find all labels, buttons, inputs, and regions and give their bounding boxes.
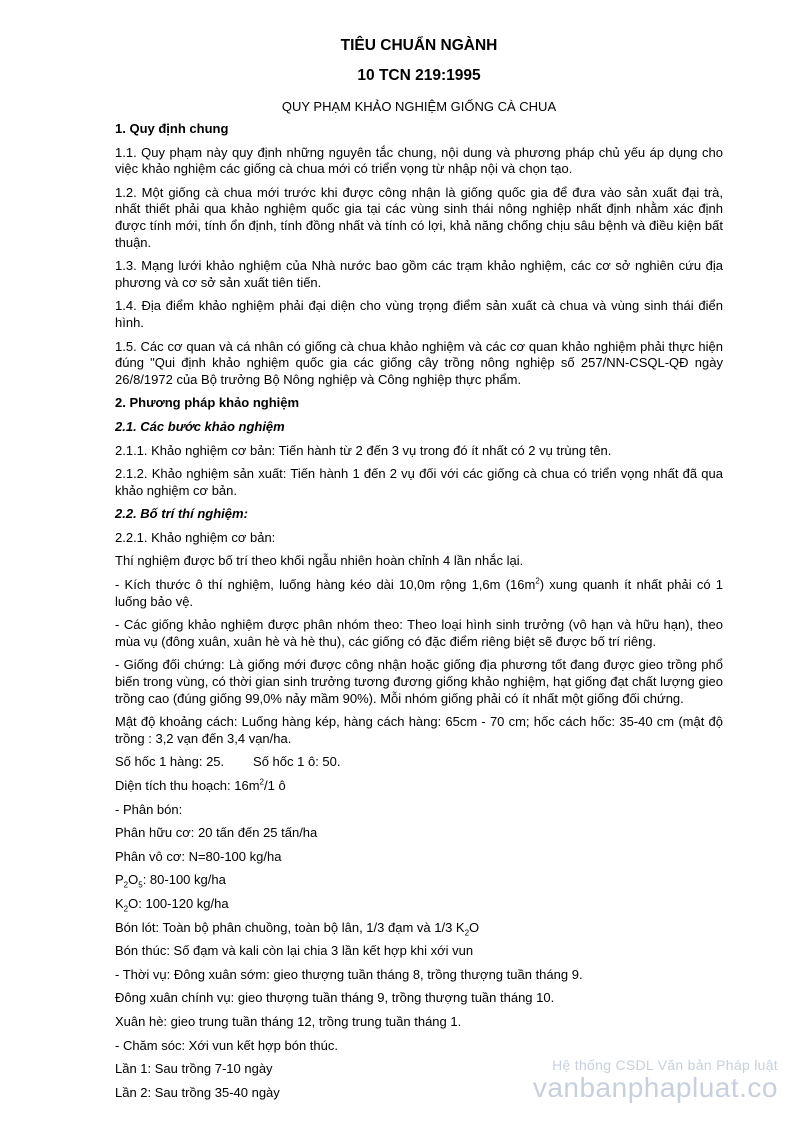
paragraph: 2.1.1. Khảo nghiệm cơ bản: Tiến hành từ 2 đến 3 vụ trong đó ít nhất có 2 vụ trùng tên. (115, 442, 612, 458)
document-subtitle: QUY PHẠM KHẢO NGHIỆM GIỐNG CÀ CHUA (281, 99, 557, 114)
paragraph: Bón thúc: Số đạm và kali còn lại chia 3 lần kết hợp khi xới vun (115, 943, 474, 959)
paragraph: - Chăm sóc: Xới vun kết hợp bón thúc. (115, 1037, 338, 1053)
paragraph: - Kích thước ô thí nghiệm, luống hàng kéo dài 10,0m rộng 1,6m $(16m^2)$ xung quanh ít nhất phải có 1 luống bảo vệ. (115, 576, 723, 609)
document-body (115, 121, 723, 1101)
paragraph: 1.1. Quy phạm này quy định những nguyên tắc chung, nội dung và phương pháp chủ yếu áp dụng cho việc khảo nghiệm các giống cà chua mới có triển vọng từ nhập nội và chọn tạo. (115, 144, 723, 177)
watermark-line-2: vanbanphapluat.co (532, 1072, 778, 1103)
paragraph: 1.4. Địa điểm khảo nghiệm phải đại diện cho vùng trọng điểm sản xuất cà chua và vùng sinh thái điển hình. (115, 298, 723, 330)
paragraph: Diện tích thu hoạch: $16m^2/1$ ô (115, 777, 286, 793)
paragraph: Phân vô cơ: N=80-100 kg/ha (115, 848, 282, 864)
paragraph: - Giống đối chứng: Là giống mới được công nhận hoặc giống địa phương tốt đang được gieo trồng phổ biến trong vùng, có thời gian sinh trưởng tương đương giống khảo nghiệm, hạt giống đạt chất lượng gieo trồng cao (đúng giống 99,0% nảy mầm 90%). Mỗi nhóm giống phải có ít nhất một giống đối chứng. (115, 657, 723, 706)
paragraph: 2.1.2. Khảo nghiệm sản xuất: Tiến hành 1 đến 2 vụ đối với các giống cà chua có triển vọng nhất đã qua khảo nghiệm cơ bản. (115, 466, 723, 498)
paragraph: Đông xuân chính vụ: gieo thượng tuần tháng 9, trồng thượng tuần tháng 10. (115, 990, 555, 1006)
paragraph: 2.2.1. Khảo nghiệm cơ bản: (115, 529, 276, 545)
paragraph: $P_2O_5$: 80-100 kg/ha (115, 872, 226, 890)
paragraph: $K_2O$: 100-120 kg/ha (115, 895, 229, 914)
paragraph: 1.3. Mạng lưới khảo nghiệm của Nhà nước bao gồm các trạm khảo nghiệm, các cơ sở nghiên cứu địa phương và cơ sở sản xuất tiên tiến. (115, 258, 723, 290)
document-code: 10 TCN 219:1995 (357, 67, 481, 84)
paragraph: Lần 2: Sau trồng 35-40 ngày (115, 1084, 280, 1100)
paragraph: - Phân bón: (115, 801, 183, 817)
document-title: TIÊU CHUẨN NGÀNH (340, 37, 498, 54)
paragraph: Thí nghiệm được bố trí theo khối ngẫu nhiên hoàn chỉnh 4 lần nhắc lại. (115, 553, 524, 569)
watermark-line-1: Hệ thống CSDL Văn bản Pháp luật (552, 1057, 778, 1073)
document-page (115, 36, 723, 1108)
paragraph: 1.2. Một giống cà chua mới trước khi được công nhận là giống quốc gia để đưa vào sản xuất đại trà, nhất thiết phải qua khảo nghiệm quốc gia tại các vùng sinh thái nông nghiệp nhất định nhằm xác định được tính mới, tính ổn định, tính đồng nhất và tính có lợi, khả năng chống chịu sâu bệnh và điều kiện bất thuận. (115, 184, 723, 250)
watermark (533, 1057, 778, 1103)
paragraph: Mật độ khoảng cách: Luống hàng kép, hàng cách hàng: 65cm - 70 cm; hốc cách hốc: 35-40 cm (mật độ trồng : 3,2 vạn đến 3,4 vạn/ha. (115, 714, 723, 746)
section-heading: 1. Quy định chung (115, 121, 229, 136)
paragraph: 1.5. Các cơ quan và cá nhân có giống cà chua khảo nghiệm và các cơ quan khảo nghiệm phải thực hiện đúng "Qui định khảo nghiệm quốc gia các giống cây trồng nông nghiệp số 257/NN-CSQL-QĐ ngày 26/8/1972 của Bộ trưởng Bộ Nông nghiệp và Công nghiệp thực phẩm. (115, 338, 723, 387)
paragraph: Xuân hè: gieo trung tuần tháng 12, trồng trung tuần tháng 1. (115, 1013, 462, 1029)
paragraph: Phân hữu cơ: 20 tấn đến 25 tấn/ha (115, 825, 318, 841)
paragraph: Số hốc 1 hàng: 25. Số hốc 1 ô: 50. (115, 754, 341, 770)
paragraph: - Thời vụ: Đông xuân sớm: gieo thượng tuần tháng 8, trồng thượng tuần tháng 9. (115, 966, 583, 982)
section-heading: 2.2. Bố trí thí nghiệm: (115, 506, 248, 522)
paragraph: - Các giống khảo nghiệm được phân nhóm theo: Theo loại hình sinh trưởng (vô hạn và hữu hạn), theo mùa vụ (đông xuân, xuân hè và hè thu), các giống có đặc điểm riêng biệt sẽ được bố trí riêng. (115, 617, 723, 649)
section-heading: 2.1. Các bước khảo nghiệm (115, 418, 285, 434)
paragraph: Lần 1: Sau trồng 7-10 ngày (115, 1061, 273, 1077)
paragraph: Bón lót: Toàn bộ phân chuồng, toàn bộ lân, 1/3 đạm và 1/3 $K_2O$ (115, 919, 480, 938)
section-heading: 2. Phương pháp khảo nghiệm (115, 395, 300, 411)
